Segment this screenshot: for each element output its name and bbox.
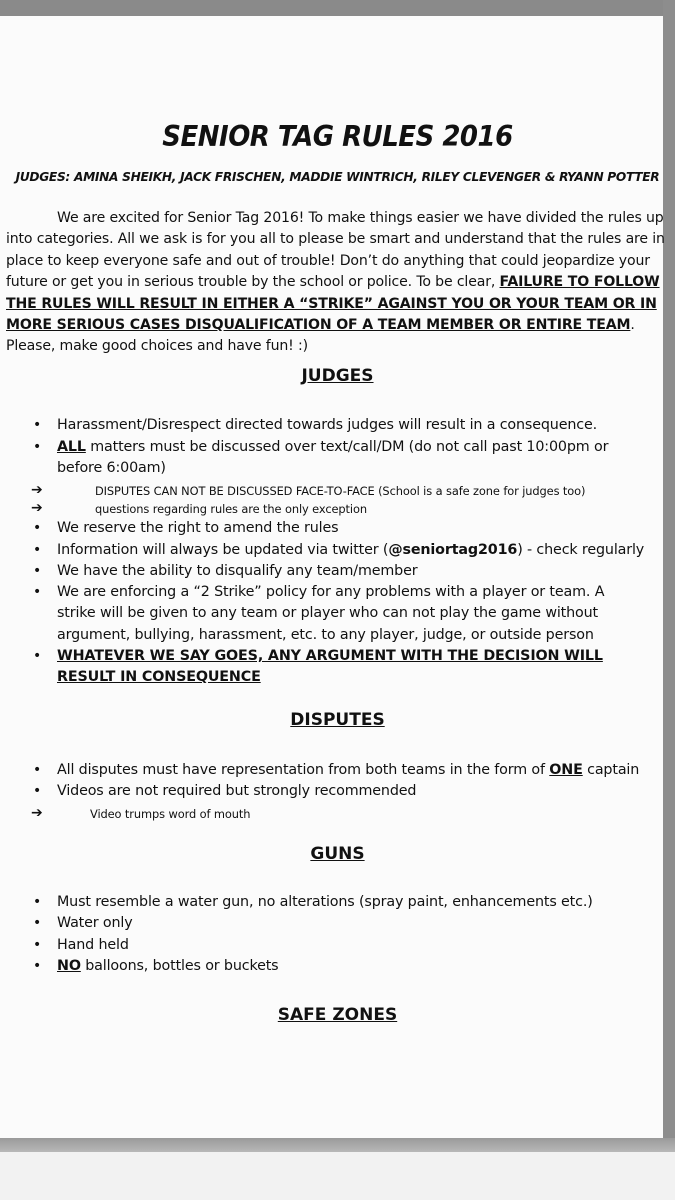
judges-item-2-bold: ALL	[57, 439, 86, 455]
judges-item-7: WHATEVER WE SAY GOES, ANY ARGUMENT WITH THE DECISION WILL RESULT IN CONSEQUENCE	[57, 648, 603, 686]
section-heading-guns: GUNS	[310, 844, 365, 864]
judges-names: JUDGES: AMINA SHEIKH, JACK FRISCHEN, MADDIE WINTRICH, RILEY CLEVENGER & RYANN POTTER	[15, 170, 660, 184]
intro-paragraph	[6, 208, 666, 358]
disputes-item-1-bold: ONE	[549, 762, 583, 778]
guns-item-2: Water only	[57, 915, 133, 931]
arrow-bullet: ➔	[31, 805, 43, 821]
disputes-item-1-post: captain	[582, 762, 640, 778]
bullet: •	[33, 584, 42, 600]
judges-sub-1: DISPUTES CAN NOT BE DISCUSSED FACE-TO-FACE (School is a safe zone for judges too)	[95, 484, 586, 498]
judges-sub-2: questions regarding rules are the only exception	[95, 502, 367, 516]
bullet: •	[33, 937, 42, 953]
judges-item-2-text: matters must be discussed over text/call/DM (do not call past 10:00pm or before 6:00am)	[57, 439, 609, 477]
judges-item-3: We reserve the right to amend the rules	[57, 520, 339, 536]
intro-warning: FAILURE TO FOLLOW THE RULES WILL RESULT IN EITHER A “STRIKE” AGAINST YOU OR YOUR TEAM OR IN MORE SERIOUS CASES DISQUALIFICATION OF A TEAM MEMBER OR ENTIRE TEAM	[6, 274, 660, 334]
judges-item-4-post: ) - check regularly	[517, 542, 645, 558]
intro-text-1: We are excited for Senior Tag 2016! To make things easier we have divided the rules up into categories. All we ask is for you all to please be smart and understand that the rules are in place to keep everyone safe and out of trouble! Don’t do anything that could jeopardize your future or get you in serious trouble by the school or police. To be clear,	[6, 210, 665, 291]
section-heading-judges: JUDGES	[301, 366, 374, 386]
bullet: •	[33, 439, 42, 455]
judges-item-5: We have the ability to disqualify any team/member	[57, 563, 418, 579]
judges-item-6: We are enforcing a “2 Strike” policy for any problems with a player or team. A strike will be given to any team or player who can not play the game without argument, bullying, harassment, etc. to any player, judge, or outside person	[57, 584, 605, 643]
guns-item-4-text: balloons, bottles or buckets	[80, 958, 279, 974]
bullet: •	[33, 894, 42, 910]
disputes-item-1-pre: All disputes must have representation from both teams in the form of	[57, 762, 550, 778]
judges-item-1: Harassment/Disrespect directed towards judges will result in a consequence.	[57, 417, 598, 433]
section-heading-disputes: DISPUTES	[290, 710, 385, 730]
guns-item-1: Must resemble a water gun, no alterations (spray paint, enhancements etc.)	[57, 894, 593, 910]
intro-text-2: . Please, make good choices and have fun! :)	[6, 317, 635, 355]
bullet: •	[33, 417, 42, 433]
bottom-border	[0, 1138, 675, 1152]
arrow-bullet: ➔	[31, 482, 43, 498]
judges-item-4-pre: Information will always be updated via twitter (	[57, 542, 389, 558]
bullet: •	[33, 563, 42, 579]
bullet: •	[33, 542, 42, 558]
bullet: •	[33, 648, 42, 664]
below-page-area	[0, 1152, 675, 1200]
disputes-item-1	[57, 760, 672, 781]
bullet: •	[33, 783, 42, 799]
guns-item-3: Hand held	[57, 937, 129, 953]
guns-item-4	[57, 956, 657, 977]
page-title: SENIOR TAG RULES 2016	[162, 120, 513, 154]
guns-item-4-bold: NO	[57, 958, 81, 974]
judges-item-2	[57, 437, 647, 480]
top-border	[0, 0, 675, 16]
twitter-handle: @seniortag2016	[388, 542, 518, 558]
bullet: •	[33, 762, 42, 778]
bullet: •	[33, 520, 42, 536]
bullet: •	[33, 958, 42, 974]
section-heading-safe-zones: SAFE ZONES	[277, 1005, 398, 1025]
disputes-sub-1: Video trumps word of mouth	[90, 807, 251, 821]
judges-item-4	[57, 540, 657, 561]
bullet: •	[33, 915, 42, 931]
disputes-item-2: Videos are not required but strongly recommended	[57, 783, 417, 799]
arrow-bullet: ➔	[31, 500, 43, 516]
